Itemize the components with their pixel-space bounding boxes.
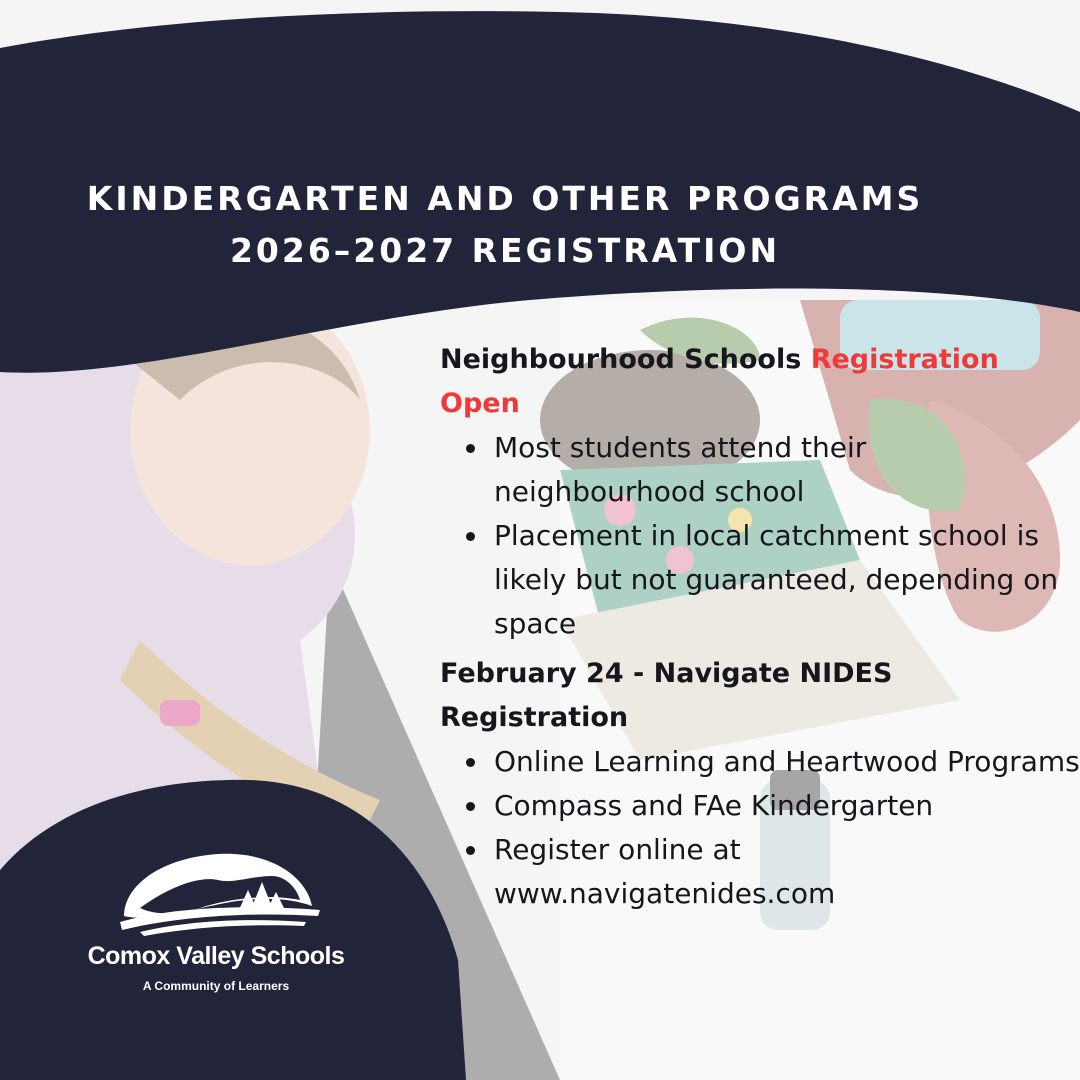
section-heading-nides: February 24 - Navigate NIDES Registration bbox=[440, 658, 893, 733]
neighbourhood-bullets bbox=[440, 426, 1080, 646]
list-item: Compass and FAe Kindergarten bbox=[494, 784, 1080, 828]
list-item: Register online at www.navigatenides.com bbox=[494, 828, 1080, 916]
logo-name: Comox Valley Schools bbox=[87, 942, 345, 970]
logo-tagline: A Community of Learners bbox=[142, 979, 290, 993]
title-line-1: KINDERGARTEN AND OTHER PROGRAMS bbox=[86, 179, 924, 218]
title-line-2: 2026–2027 REGISTRATION bbox=[229, 231, 781, 270]
registration-info bbox=[440, 338, 1080, 922]
heading-accent: Registration Open bbox=[440, 344, 999, 419]
section-heading-neighbourhood bbox=[440, 338, 1080, 426]
list-item: Online Learning and Heartwood Programs bbox=[494, 740, 1080, 784]
heading-text: Neighbourhood Schools bbox=[440, 344, 802, 375]
logo-mountain-trees-icon bbox=[100, 846, 340, 936]
list-item: Most students attend their neighbourhood school bbox=[494, 426, 1080, 514]
list-item: Placement in local catchment school is likely but not guaranteed, depending on space bbox=[494, 514, 1080, 646]
nides-bullets bbox=[440, 740, 1080, 916]
